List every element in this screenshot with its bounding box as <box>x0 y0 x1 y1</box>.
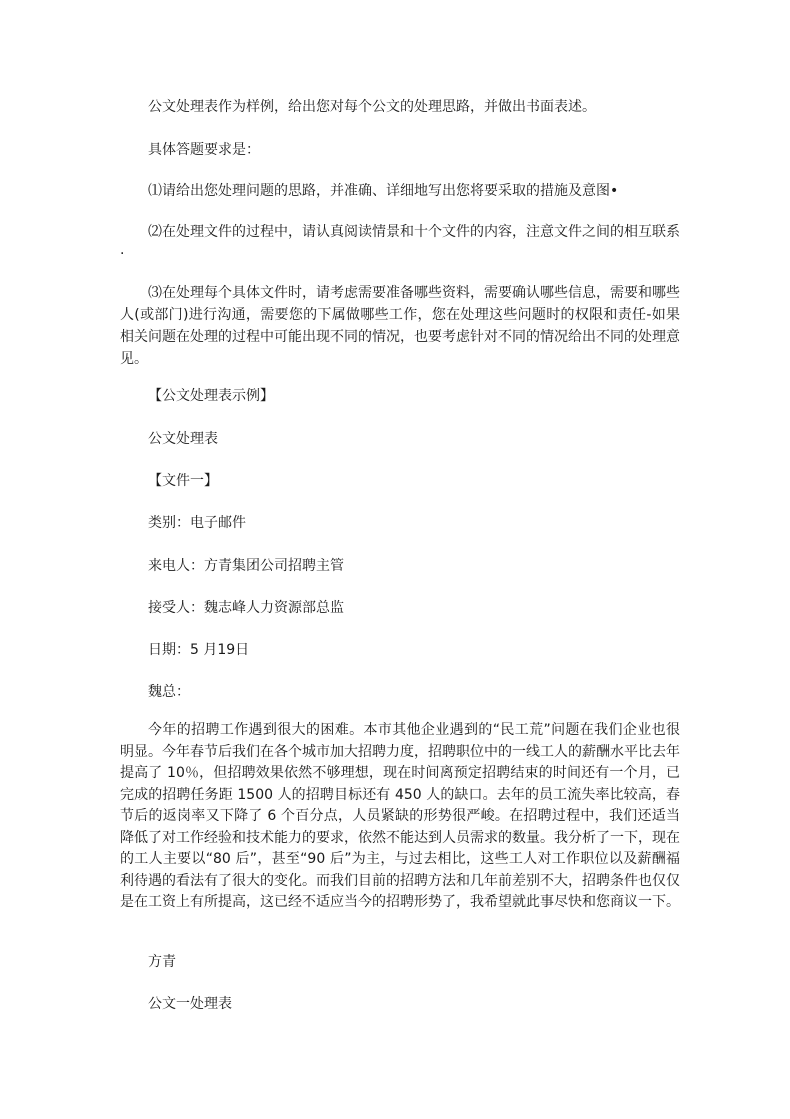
field-recipient: 接受人：魏志峰人力资源部总监 <box>148 600 344 616</box>
instructions-intro: 公文处理表作为样例，给出您对每个公文的处理思路，并做出书面表述。 <box>148 99 596 115</box>
requirements-title: 具体答题要求是： <box>148 142 260 158</box>
requirement-2: ⑵在处理文件的过程中，请认真阅读情景和十个文件的内容，注意文件之间的相互联系· <box>120 224 680 262</box>
field-category: 类别：电子邮件 <box>148 515 246 531</box>
requirement-3: ⑶在处理每个具体文件时，请考虑需要准备哪些资料，需要确认哪些信息，需要和哪些人(或部门)进行沟通，需要您的下属做哪些工作，您在处理这些问题时的权限和责任-如果相关问题在处理的过程中可能出现不同的情况，也要考虑针对不同的情况给出不同的处理意见。 <box>120 285 680 367</box>
letter-body: 今年的招聘工作遇到很大的困难。本市其他企业遇到的“民工荒”问题在我们企业也很明显。今年春节后我们在各个城市加大招聘力度，招聘职位中的一线工人的薪酬水平比去年提高了 10％，但招聘效果依然不够理想，现在时间离预定招聘结束的时间还有一个月，已完成的招聘任务距 1500 人的招聘目标还有 450 人的缺口。去年的员工流失率比较高，春节后的返岗率又下降了 6 个百分点，人员紧缺的形势很严峻。在招聘过程中，我们还适当降低了对工作经验和技术能力的要求，依然不能达到人员需求的数量。我分析了一下，现在的工人主要以“80 后”，甚至“90 后”为主，与过去相比，这些工人对工作职位以及薪酬福利待遇的看法有了很大的变化。而我们目前的招聘方法和几年前差别不大，招聘条件也仅仅是在工资上有所提高，这已经不适应当今的招聘形势了，我希望就此事尽快和您商议一下。 <box>120 722 680 910</box>
field-date: 日期：5 月19日 <box>148 642 250 658</box>
form-title: 公文处理表 <box>148 431 218 447</box>
requirement-1: ⑴请给出您处理问题的思路，并准确、详细地写出您将要采取的措施及意图• <box>148 183 619 199</box>
example-heading: 【公文处理表示例】 <box>148 388 274 404</box>
letter-signature: 方青 <box>148 954 176 970</box>
file-label: 【文件一】 <box>148 473 218 489</box>
footer-title: 公文一处理表 <box>148 996 232 1012</box>
field-sender: 来电人：方青集团公司招聘主管 <box>148 558 344 574</box>
letter-salutation: 魏总： <box>148 684 190 700</box>
